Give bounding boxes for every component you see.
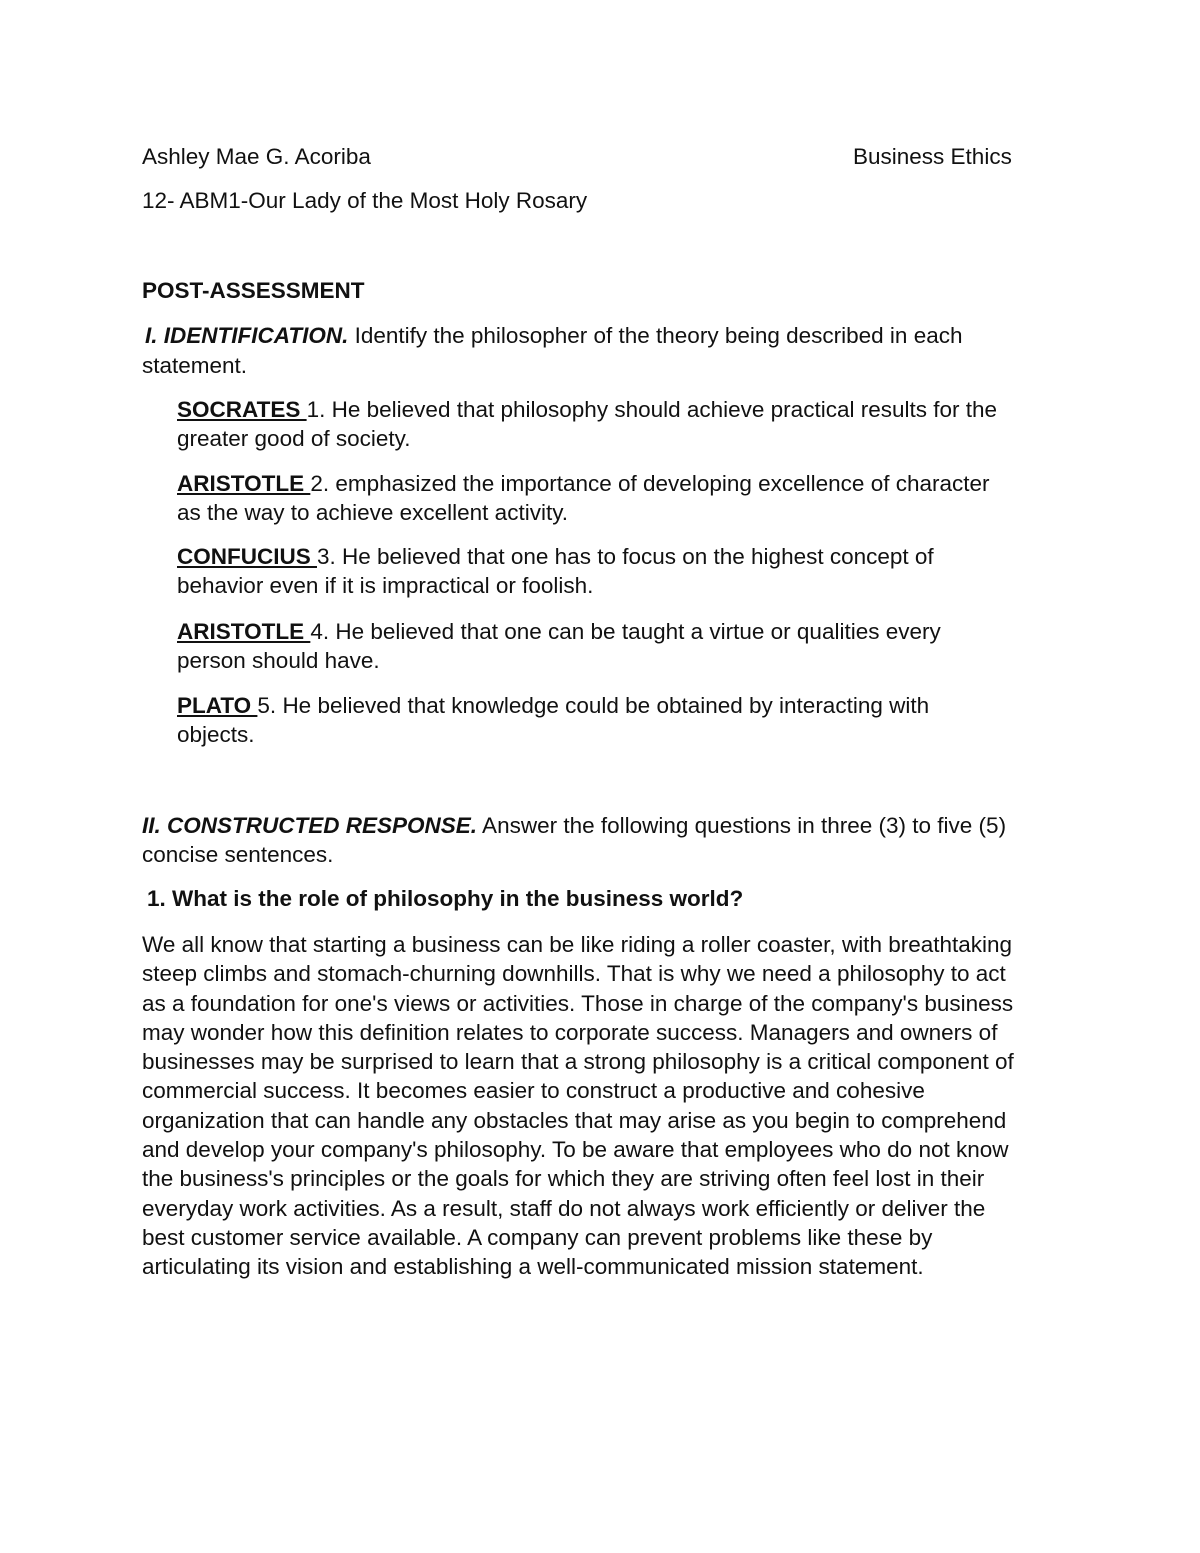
item-text: 1. He believed that philosophy should achieve practical results for the bbox=[306, 397, 998, 422]
answer-line: We all know that starting a business can be like riding a roller coaster, with breathtaking bbox=[142, 932, 1013, 957]
answer-line: commercial success. It becomes easier to construct a productive and cohesive bbox=[142, 1078, 925, 1104]
answer-line: may wonder how this definition relates to corporate success. Managers and owners of bbox=[142, 1019, 998, 1045]
item-text: 5. He believed that knowledge could be obtained by interacting with bbox=[257, 693, 930, 718]
identification-item bbox=[177, 544, 934, 570]
item-text: 4. He believed that one can be taught a virtue or qualities every bbox=[310, 619, 941, 644]
part1-instruction-cont: statement. bbox=[142, 353, 248, 378]
answer-line: as a foundation for one's views or activities. Those in charge of the company's business bbox=[142, 990, 1014, 1016]
item-text: 2. emphasized the importance of developing excellence of character bbox=[310, 471, 990, 496]
identification-item bbox=[177, 397, 997, 423]
item-text-cont: behavior even if it is impractical or foolish. bbox=[177, 573, 594, 598]
item-text: 3. He believed that one has to focus on the highest concept of bbox=[317, 544, 934, 569]
subject-name: Business Ethics bbox=[853, 144, 1012, 169]
answer-paragraph bbox=[142, 930, 1072, 1282]
identification-item bbox=[177, 619, 941, 645]
part2-label: II. CONSTRUCTED RESPONSE. bbox=[142, 813, 478, 838]
section-name: 12- ABM1-Our Lady of the Most Holy Rosary bbox=[142, 188, 588, 213]
part2-instruction-text: Answer the following questions in three (3) to five (5) bbox=[477, 813, 1007, 838]
page-title: POST-ASSESSMENT bbox=[142, 278, 365, 303]
part1-label: I. IDENTIFICATION. bbox=[145, 323, 349, 348]
answer-line: businesses may be surprised to learn that a strong philosophy is a critical component of bbox=[142, 1049, 1014, 1075]
answer-line: organization that can handle any obstacles that may arise as you begin to comprehend bbox=[142, 1107, 1007, 1133]
item-text-cont: person should have. bbox=[177, 648, 380, 673]
answer-line: steep climbs and stomach-churning downhills. That is why we need a philosophy to act bbox=[142, 961, 1006, 987]
answer-line: everyday work activities. As a result, staff do not always work efficiently or deliver the bbox=[142, 1195, 986, 1221]
question-heading: 1. What is the role of philosophy in the business world? bbox=[147, 886, 744, 911]
identification-item bbox=[177, 693, 929, 719]
item-text-cont: objects. bbox=[177, 722, 255, 747]
item-text-cont: greater good of society. bbox=[177, 426, 411, 451]
part1-instruction-text: Identify the philosopher of the theory being described in each bbox=[348, 323, 963, 348]
part1-instruction bbox=[145, 323, 963, 349]
answer-line: and develop your company's philosophy. To be aware that employees who do not know bbox=[142, 1137, 1009, 1163]
answer-aristotle-2: ARISTOTLE bbox=[177, 619, 311, 644]
item-text-cont: as the way to achieve excellent activity. bbox=[177, 500, 569, 525]
answer-line: articulating its vision and establishing a well-communicated mission statement. bbox=[142, 1254, 924, 1280]
student-name: Ashley Mae G. Acoriba bbox=[142, 144, 371, 169]
answer-plato: PLATO bbox=[177, 693, 258, 718]
answer-confucius: CONFUCIUS bbox=[177, 544, 317, 569]
identification-item bbox=[177, 471, 990, 497]
answer-aristotle: ARISTOTLE bbox=[177, 471, 311, 496]
answer-socrates: SOCRATES bbox=[177, 397, 307, 422]
answer-line: best customer service available. A company can prevent problems like these by bbox=[142, 1224, 933, 1250]
part2-instruction-cont: concise sentences. bbox=[142, 842, 334, 867]
part2-instruction bbox=[142, 813, 1006, 839]
answer-line: the business's principles or the goals for which they are striving often feel lost in their bbox=[142, 1166, 985, 1192]
